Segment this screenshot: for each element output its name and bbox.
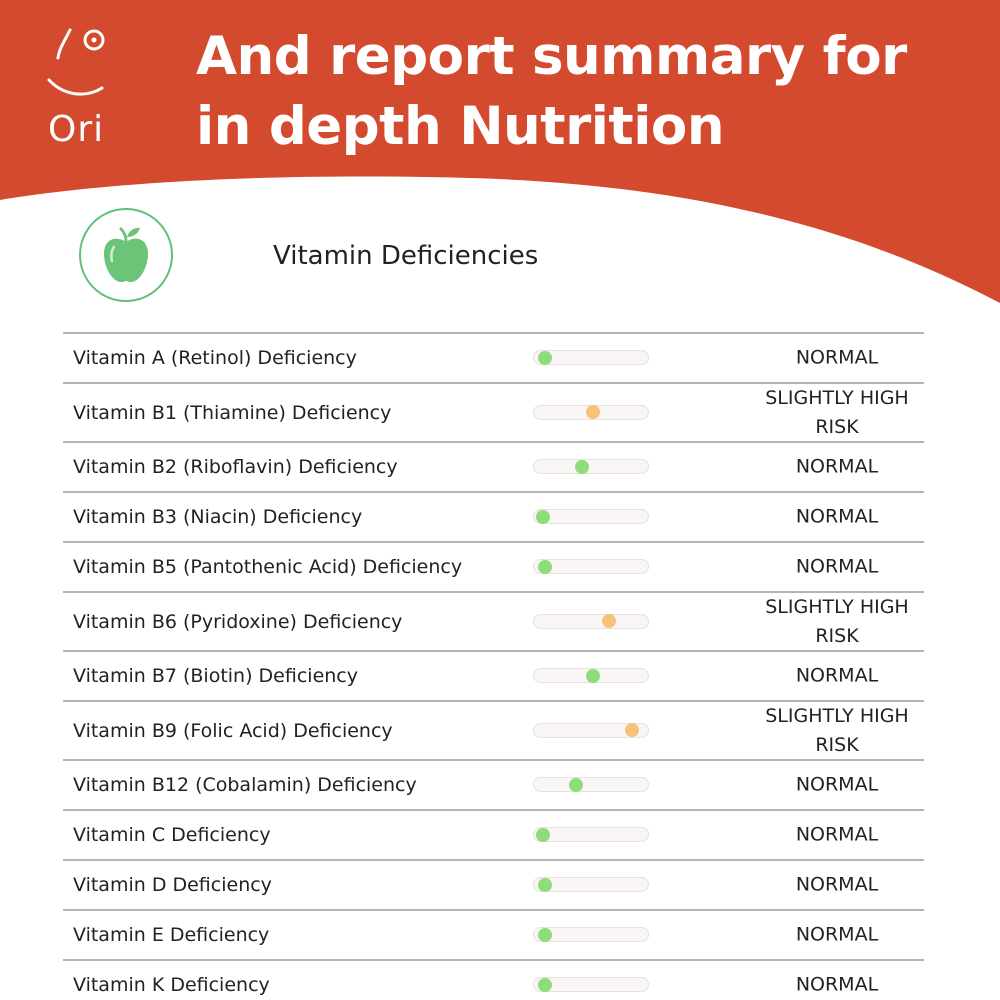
table-row [63,702,924,761]
status-label: NORMAL [795,555,879,578]
risk-level-bar [533,977,649,992]
table-row [63,443,924,493]
risk-level-indicator [538,351,552,365]
deficiency-name: Vitamin B5 (Pantothenic Acid) Deficiency [73,556,463,578]
deficiency-name: Vitamin C Deficiency [73,824,271,846]
risk-level-bar [533,509,649,524]
risk-level-bar [533,877,649,892]
status-label: NORMAL [795,455,879,478]
table-row [63,593,924,652]
risk-level-bar [533,777,649,792]
risk-level-indicator [625,723,639,737]
risk-level-bar [533,559,649,574]
deficiency-name: Vitamin B6 (Pyridoxine) Deficiency [73,610,403,633]
table-row [63,761,924,811]
deficiency-name: Vitamin A (Retinol) Deficiency [73,347,357,369]
table-row [63,811,924,861]
section-title: Vitamin Deficiencies [273,241,539,271]
risk-level-bar [533,350,649,365]
brand-name: Ori [48,109,105,150]
risk-level-indicator [538,978,552,992]
status-label: NORMAL [795,346,879,369]
deficiency-name: Vitamin B2 (Riboflavin) Deficiency [73,456,398,478]
table-row [63,334,924,384]
risk-level-indicator [536,828,550,842]
deficiency-name: Vitamin E Deficiency [73,924,270,946]
risk-level-indicator [569,778,583,792]
status-label: NORMAL [795,664,879,687]
deficiency-name: Vitamin B3 (Niacin) Deficiency [73,506,363,528]
risk-level-indicator [575,460,589,474]
risk-level-indicator [586,405,600,419]
risk-level-bar [533,723,649,738]
table-row [63,911,924,961]
risk-level-bar [533,459,649,474]
vitamin-deficiency-table [63,332,924,1000]
page-title-line-2: in depth Nutrition [196,96,725,157]
risk-level-indicator [586,669,600,683]
table-row [63,384,924,443]
table-row [63,961,924,1000]
deficiency-name: Vitamin B7 (Biotin) Deficiency [73,665,358,687]
risk-level-bar [533,668,649,683]
status-label: NORMAL [795,773,879,796]
page-title [196,22,986,162]
table-row [63,493,924,543]
status-label: SLIGHTLY HIGH RISK [765,704,909,756]
risk-level-indicator [538,878,552,892]
risk-level-bar [533,614,649,629]
risk-level-indicator [602,614,616,628]
risk-level-indicator [538,928,552,942]
status-label: NORMAL [795,973,879,996]
risk-level-indicator [536,510,550,524]
status-label: NORMAL [795,823,879,846]
status-label: NORMAL [795,505,879,528]
deficiency-name: Vitamin K Deficiency [73,974,270,996]
status-label: NORMAL [795,923,879,946]
status-label: SLIGHTLY HIGH RISK [765,386,909,438]
status-label: NORMAL [795,873,879,896]
deficiency-name: Vitamin B12 (Cobalamin) Deficiency [73,774,417,796]
risk-level-bar [533,927,649,942]
risk-level-bar [533,827,649,842]
table-row [63,543,924,593]
page-title-line-1: And report summary for [196,26,907,87]
deficiency-name: Vitamin D Deficiency [73,874,272,896]
deficiency-name: Vitamin B1 (Thiamine) Deficiency [73,401,392,424]
status-label: SLIGHTLY HIGH RISK [765,595,909,647]
apple-icon [78,207,174,303]
risk-level-bar [533,405,649,420]
table-row [63,861,924,911]
deficiency-name: Vitamin B9 (Folic Acid) Deficiency [73,719,393,742]
risk-level-indicator [538,560,552,574]
table-row [63,652,924,702]
